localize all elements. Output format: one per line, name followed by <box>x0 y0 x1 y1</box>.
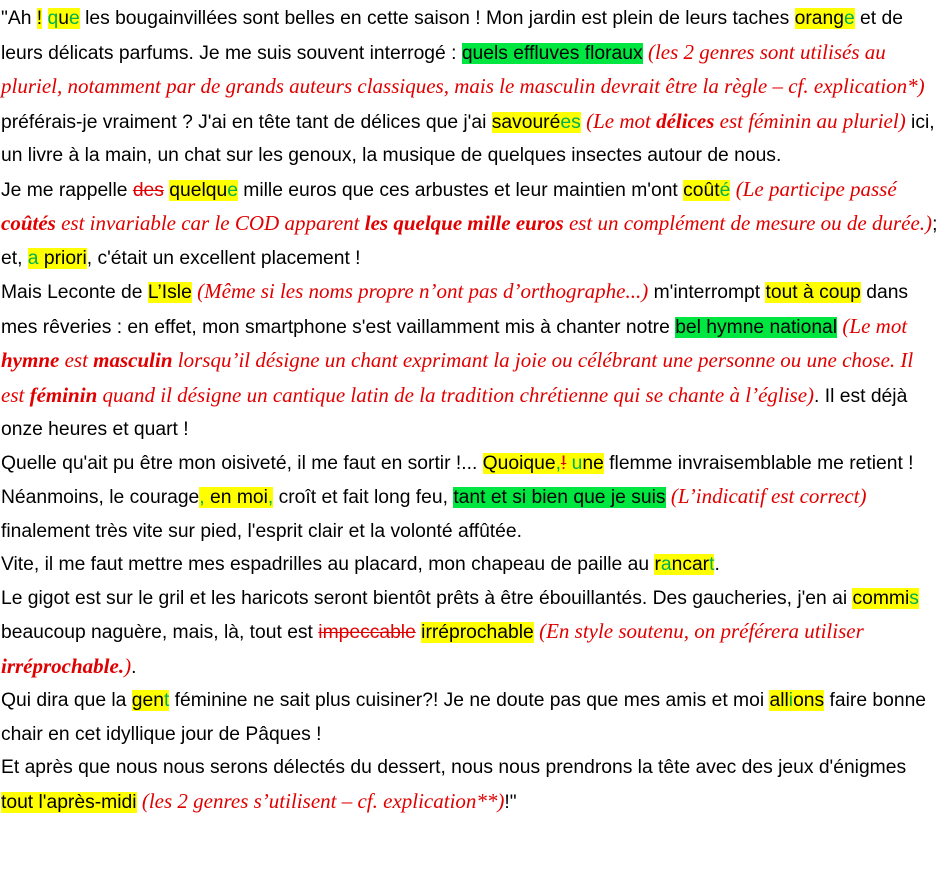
paragraph-leconte-de-lisle <box>1 275 941 447</box>
text-run: orang <box>794 8 844 29</box>
correction-letter: t <box>163 690 170 711</box>
text-run: Néanmoins, le courage <box>1 487 200 508</box>
paragraph-espadrilles <box>1 548 941 582</box>
text-run: . <box>714 554 720 575</box>
highlight-lisle: L’Isle <box>147 282 192 303</box>
note-indicatif: (L’indicatif est correct) <box>670 484 867 508</box>
highlight-tout-a-coup: tout à coup <box>765 282 861 303</box>
text-run: Vite, il me faut mettre mes espadrilles au placard, mon chapeau de paille au <box>1 554 655 575</box>
highlight-rancart <box>654 554 714 575</box>
correction-letter: e <box>227 179 238 201</box>
highlight-quelque <box>169 180 238 201</box>
highlight-allions <box>769 690 824 711</box>
text-run: est un complément de mesure ou de durée.) <box>563 211 933 235</box>
highlight-irreprochable: irréprochable <box>421 622 534 643</box>
text-run: Je me rappelle <box>1 179 133 201</box>
highlight-commis <box>852 588 918 609</box>
highlight-savourees <box>492 112 581 133</box>
text-run: beaucoup naguère, mais, là, tout est <box>1 622 319 643</box>
text-run: Le gigot est sur le gril et les haricots seront bientôt prêts à être ébouillantés. Des gaucheries, j'en ai <box>1 587 853 609</box>
text-run: préférais-je vraiment ? J'ai en tête tant de délices que j'ai <box>1 111 492 133</box>
correction-letter: , <box>199 487 205 508</box>
text-run: !" <box>504 791 517 813</box>
text-run: Quoique <box>482 452 556 474</box>
text-run: Et après que nous nous serons délectés du dessert, nous nous prendrons la tête avec des jeux d'énigmes <box>1 757 907 778</box>
text-run: priori <box>38 247 87 269</box>
highlight-a-priori <box>28 248 87 269</box>
text-run: finalement très vite sur pied, l'esprit clair et la volonté affûtée. <box>1 520 522 542</box>
correction-letter: a <box>660 554 672 575</box>
highlight-orange <box>795 8 855 29</box>
text-run: flemme invraisemblable me retient ! <box>603 452 914 474</box>
highlight-que <box>48 8 80 29</box>
text-run: all <box>769 690 789 711</box>
note-emphasis: féminin <box>29 382 98 407</box>
strikethrough-exclamation: ! <box>560 452 567 474</box>
text-run: gen <box>131 690 164 711</box>
highlight-en-moi <box>199 487 273 508</box>
text-run: ons <box>793 690 825 711</box>
highlight-gent <box>132 690 170 711</box>
text-run: est <box>59 348 94 372</box>
note-emphasis: irréprochable. <box>1 653 125 678</box>
highlight-exclamation: ! <box>36 8 43 29</box>
strikethrough-des: des <box>132 179 164 201</box>
paragraph-gent-feminine <box>1 684 941 751</box>
note-delices <box>586 109 906 133</box>
highlight-tout-lapres-midi: tout l'après-midi <box>1 791 137 813</box>
text-run: quand il désigne un cantique latin de la tradition chrétienne qui se chante à l’église) <box>97 382 815 407</box>
highlight-coute <box>683 180 730 201</box>
text-run: savouré <box>491 111 561 133</box>
text-run: est invariable car le COD apparent <box>55 211 365 235</box>
text-run: croît et fait long feu, <box>273 487 454 508</box>
text-run: en moi <box>204 487 268 508</box>
text-run: (En style soutenu, on préférera utiliser <box>539 619 864 643</box>
text-run: lorsqu’il désigne un chant exprimant la joie ou célébrant une personne ou une chose. Il est <box>1 348 914 407</box>
correction-letter: i <box>788 690 794 711</box>
note-apres-midi: (les 2 genres s’utilisent – cf. explication**) <box>141 788 505 813</box>
text-run: ne <box>582 452 604 474</box>
paragraph-quelque-mille-euros <box>1 173 941 276</box>
text-run: ; et, <box>1 214 938 269</box>
correction-letter: u <box>571 452 583 474</box>
highlight-quoique-une <box>483 453 604 474</box>
correction-letter: é <box>719 179 731 201</box>
text-run: Qui dira que la <box>1 690 132 711</box>
text-run: r <box>654 554 661 575</box>
text-run: (Le mot <box>842 313 908 338</box>
note-emphasis: les quelque mille euros <box>364 211 564 235</box>
note-effluves: (les 2 genres sont utilisés au pluriel, notamment par de grands auteurs classiques, mais le masculin devrait être la règle – cf. explication*) <box>1 39 925 98</box>
text-run: "Ah <box>1 8 37 29</box>
text-run: (Le mot <box>586 108 657 133</box>
text-run: est féminin au pluriel) <box>714 108 906 133</box>
correction-letter: s <box>909 587 919 609</box>
note-emphasis: masculin <box>93 348 173 372</box>
text-run: commi <box>852 587 910 609</box>
text-run: u <box>58 8 69 29</box>
correction-letter: t <box>709 554 715 575</box>
correction-letter: , <box>555 452 561 474</box>
correction-letter: a <box>27 247 39 269</box>
text-run: mille euros que ces arbustes et leur maintien m'ont <box>237 179 684 201</box>
text-run: coût <box>683 179 720 201</box>
strikethrough-impeccable: impeccable <box>318 622 416 643</box>
highlight-quels-effluves: quels effluves floraux <box>461 42 643 64</box>
text-run: et de leurs délicats parfums. Je me suis souvent interrogé : <box>1 8 903 64</box>
highlight-bel-hymne-national: bel hymne national <box>675 316 838 338</box>
note-emphasis: coûtés <box>1 211 56 235</box>
text-run: dans mes rêveries : en effet, mon smartphone s'est vaillamment mis à chanter notre <box>1 282 909 338</box>
paragraph-gigot <box>1 582 941 685</box>
text-run: les bougainvillées sont belles en cette saison ! Mon jardin est plein de leurs taches <box>79 8 795 29</box>
correction-letter: q <box>47 8 59 29</box>
text-run: m'interrompt <box>648 282 766 303</box>
text-run: . <box>131 656 137 678</box>
text-run: ici, un livre à la main, un chat sur les genoux, la musique de quelques insectes autour de nous. <box>1 111 935 166</box>
highlight-tant-et-si-bien: tant et si bien que je suis <box>453 487 666 508</box>
correction-letter: e <box>843 8 855 29</box>
text-run: ncar <box>671 554 710 575</box>
correction-letter: , <box>267 487 274 508</box>
correction-letter: e <box>68 8 80 29</box>
note-noms-propres: (Même si les noms propre n’ont pas d’orthographe...) <box>197 279 649 303</box>
paragraph-dessert <box>1 751 941 819</box>
paragraph-bougainvillees <box>1 2 941 173</box>
text-run: Mais Leconte de <box>1 282 148 303</box>
text-run: ) <box>124 653 132 678</box>
note-emphasis: délices <box>656 108 715 133</box>
text-run: . Il est déjà onze heures et quart ! <box>1 385 908 440</box>
text-run: faire bonne chair en cet idyllique jour de Pâques ! <box>1 690 927 745</box>
paragraph-oisivete <box>1 447 941 481</box>
note-emphasis: hymne <box>1 348 60 372</box>
text-run: quelqu <box>169 179 228 201</box>
text-run: (Le participe passé <box>735 176 897 201</box>
correction-letter: es <box>560 111 581 133</box>
text-run: Quelle qu'ait pu être mon oisiveté, il me faut en sortir !... <box>1 452 483 474</box>
text-run: , c'était un excellent placement ! <box>86 247 361 269</box>
paragraph-courage <box>1 480 941 548</box>
text-run: féminine ne sait plus cuisiner?! Je ne doute pas que mes amis et moi <box>169 690 770 711</box>
